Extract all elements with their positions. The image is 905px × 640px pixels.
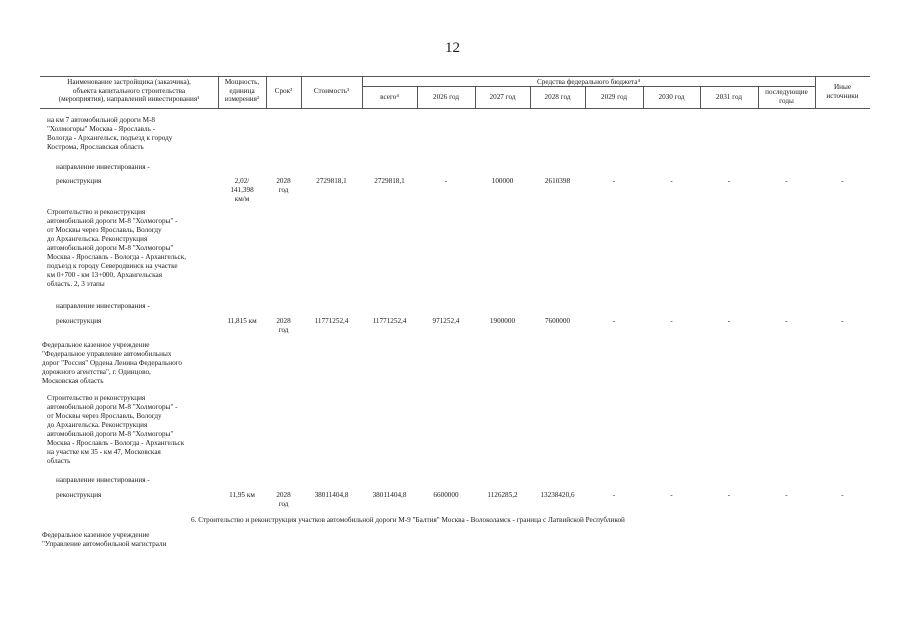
value-other-sources: - (841, 177, 844, 185)
project-title: Строительство и реконструкция автомобильной дороги М-8 "Холмогоры" - от Москвы через Ярославль, Вологду до Архангельска. Реконструкция автомобильной дороги М-8 "Холмогоры" Москва - Ярославль - Вологда - Архангельск на участке км 35 - км 47, Московская область (47, 394, 185, 465)
value-2026: - (444, 177, 448, 185)
page-number: 12 (445, 40, 460, 56)
investment-type: реконструкция (56, 491, 102, 499)
cost-value: 38011404,8 (314, 491, 349, 499)
header-year-2031: 2031 год (716, 93, 742, 101)
term-value: 2028 год (276, 491, 291, 508)
capacity-value: 2,02/ 141,398 км/м (230, 177, 254, 203)
capacity-value: 11,95 км (229, 491, 255, 499)
value-subsequent: - (785, 317, 788, 325)
project-title: на км 7 автомобильной дороги М-8 "Холмогоры" Москва - Ярославль - Вологда - Архангельск, подъезд к городу Кострома, Ярославская область (47, 116, 173, 151)
capacity-value: 11,815 км (227, 317, 257, 325)
header-subsequent-years: последующие годы (765, 88, 808, 105)
value-2031: - (727, 177, 731, 185)
header-year-2027: 2027 год (489, 93, 516, 101)
agency-name: Федеральное казенное учреждение "Управление автомобильной магистрали (42, 531, 167, 548)
value-2030: - (670, 491, 673, 499)
header-total-column: всего⁴ (380, 93, 399, 101)
header-name-column: Наименование застройщика (заказчика), объекта капитального строительства (мероприятия), направлений инвестирования¹ (58, 78, 200, 104)
term-value: 2028 год (276, 317, 291, 334)
cost-value: 11771252,4 (314, 317, 349, 325)
value-subsequent: - (785, 177, 788, 185)
value-other-sources: - (841, 317, 844, 325)
value-2028: 7600000 (544, 317, 571, 325)
value-2030: - (670, 177, 673, 185)
value-2030: - (670, 317, 673, 325)
header-year-2030: 2030 год (658, 93, 685, 101)
header-year-2026: 2026 год (433, 93, 459, 101)
value-2028: 2610398 (544, 177, 571, 185)
header-cost-column: Стоимость³ (313, 87, 350, 95)
header-top-border (40, 76, 870, 77)
value-2027: 100000 (491, 177, 514, 185)
header-year-2028: 2028 год (544, 93, 571, 101)
total-value: 2729818,1 (374, 177, 405, 185)
value-2028: 13238420,6 (540, 491, 575, 499)
value-2029: - (612, 317, 616, 325)
cost-value: 2729818,1 (316, 177, 347, 185)
investment-direction-label: направление инвестирования - (56, 163, 150, 171)
header-bottom-border (40, 108, 870, 109)
header-term-column: Срок³ (274, 87, 293, 95)
header-federal-budget-group: Средства федерального бюджета⁴ (537, 78, 640, 86)
total-value: 38011404,8 (372, 491, 407, 499)
project-title: Строительство и реконструкция автомобильной дороги М-8 "Холмогоры" - от Москвы через Ярославль, Вологду до Архангельска. Реконструкция автомобильной дороги М-8 "Холмогоры" Москва - Ярославль - Вологда - Архангельск, подъезд к городу Северодвинск на участке км 0+700 - км 13+000, Архангельская область. 2, 3 этапы (47, 208, 187, 288)
term-value: 2028 год (276, 177, 291, 194)
header-other-sources: Иные источники (826, 83, 859, 100)
value-2027: 1900000 (489, 317, 516, 325)
agency-name: Федеральное казенное учреждение "Федеральное управление автомобильных дорог "Россия" Ордена Ленина Федерального дорожного агентства", г. Одинцово, Московская область (42, 341, 183, 385)
investment-direction-label: направление инвестирования - (56, 302, 150, 310)
investment-type: реконструкция (56, 317, 102, 325)
value-2031: - (727, 491, 731, 499)
value-2029: - (612, 177, 616, 185)
value-2029: - (612, 491, 616, 499)
header-capacity-column: Мощность, единица измерения² (224, 78, 260, 104)
investment-direction-label: направление инвестирования - (56, 476, 150, 484)
header-year-2029: 2029 год (601, 93, 627, 101)
value-2026: 971252,4 (432, 317, 460, 325)
value-subsequent: - (785, 491, 788, 499)
section-title: 6. Строительство и реконструкция участков автомобильной дороги М-9 "Балтия" Москва - Волоколамск - граница с Латвийской Республикой (191, 516, 625, 524)
value-2026: 6600000 (433, 491, 459, 499)
value-2031: - (727, 317, 731, 325)
value-2027: 1126285,2 (487, 491, 518, 499)
total-value: 11771252,4 (372, 317, 407, 325)
value-other-sources: - (841, 491, 844, 499)
investment-type: реконструкция (56, 177, 102, 185)
